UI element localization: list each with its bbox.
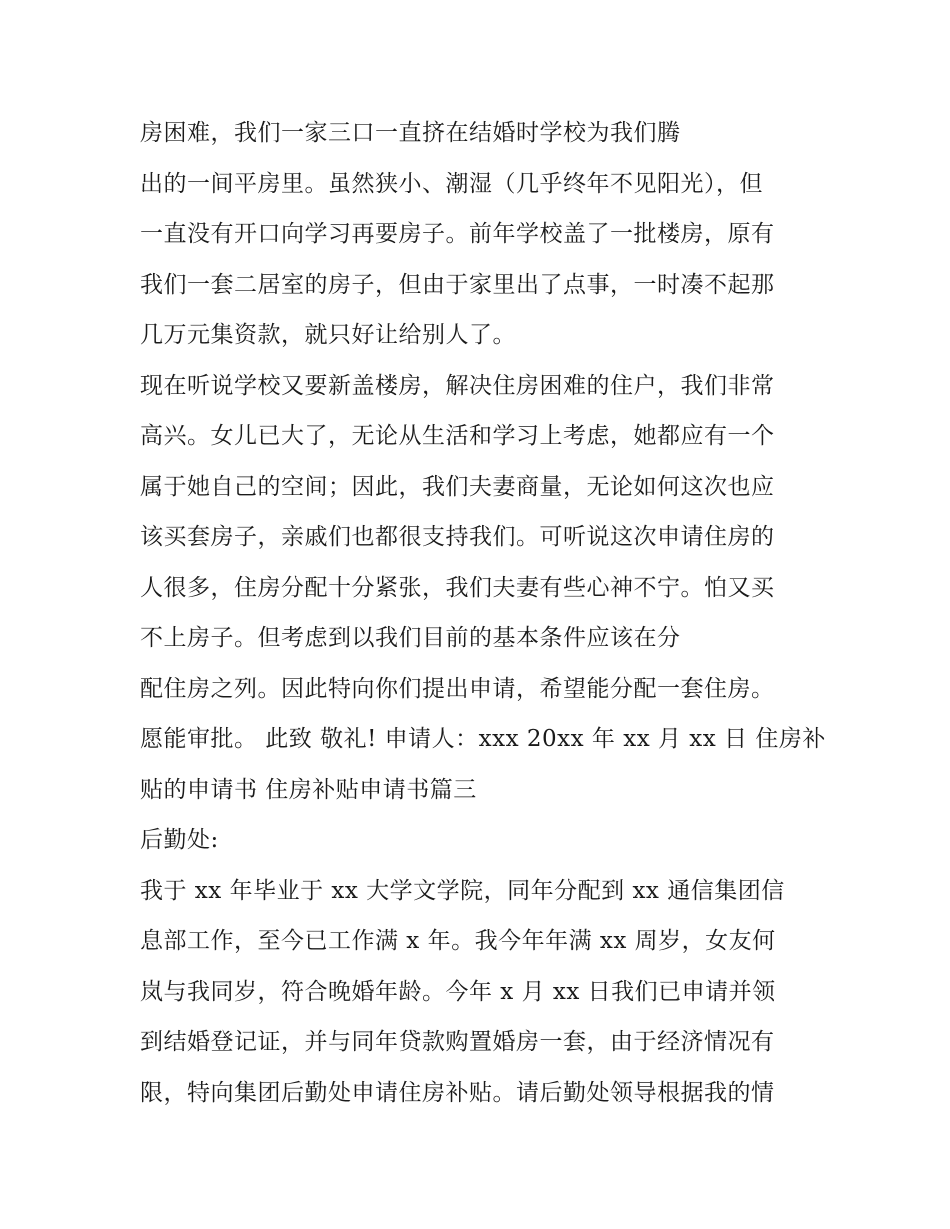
text-line: 息部工作，至今已工作满 x 年。我今年年满 xx 周岁，女友何 xyxy=(140,928,776,954)
text-line: 我于 xx 年毕业于 xx 大学文学院，同年分配到 xx 通信集团信 xyxy=(140,877,785,904)
text-line: 现在听说学校又要新盖楼房，解决住房困难的住户，我们非常 xyxy=(140,372,775,399)
text-line: 该买套房子，亲戚们也都很支持我们。可听说这次申请住房的 xyxy=(140,524,775,550)
text-line: 岚与我同岁，符合晚婚年龄。今年 x 月 xx 日我们已申请并领 xyxy=(140,978,776,1005)
text-line: 一直没有开口向学习再要房子。前年学校盖了一批楼房，原有 xyxy=(140,221,775,247)
text-line: 不上房子。但考虑到以我们目前的基本条件应该在分 xyxy=(140,625,681,651)
text-line: 人很多，住房分配十分紧张，我们夫妻有些心神不宁。怕又买 xyxy=(140,574,775,601)
text-line: 房困难，我们一家三口一直挤在结婚时学校为我们腾 xyxy=(140,120,681,146)
text-line: 属于她自己的空间；因此，我们夫妻商量，无论如何这次也应 xyxy=(140,473,775,500)
text-line: 限，特向集团后勤处申请住房补贴。请后勤处领导根据我的情 xyxy=(140,1079,775,1106)
document-body xyxy=(140,108,830,1118)
text-line: 愿能审批。 此致 敬礼! 申请人：xxx 20xx 年 xx 月 xx 日 住房补 xyxy=(140,726,826,752)
text-line: 贴的申请书 住房补贴申请书篇三 xyxy=(140,776,477,803)
text-line: 出的一间平房里。虽然狭小、潮湿（几乎终年不见阳光），但 xyxy=(140,170,763,197)
text-line: 配住房之列。因此特向你们提出申请，希望能分配一套住房。 xyxy=(140,675,775,702)
text-line: 高兴。女儿已大了，无论从生活和学习上考虑，她都应有一个 xyxy=(140,423,775,449)
text-line: 我们一套二居室的房子，但由于家里出了点事，一时凑不起那 xyxy=(140,271,775,298)
text-line: 几万元集资款，就只好让给别人了。 xyxy=(140,322,516,348)
text-line: 到结婚登记证，并与同年贷款购置婚房一套，由于经济情况有 xyxy=(140,1029,775,1055)
salutation: 后勤处: xyxy=(140,827,219,853)
